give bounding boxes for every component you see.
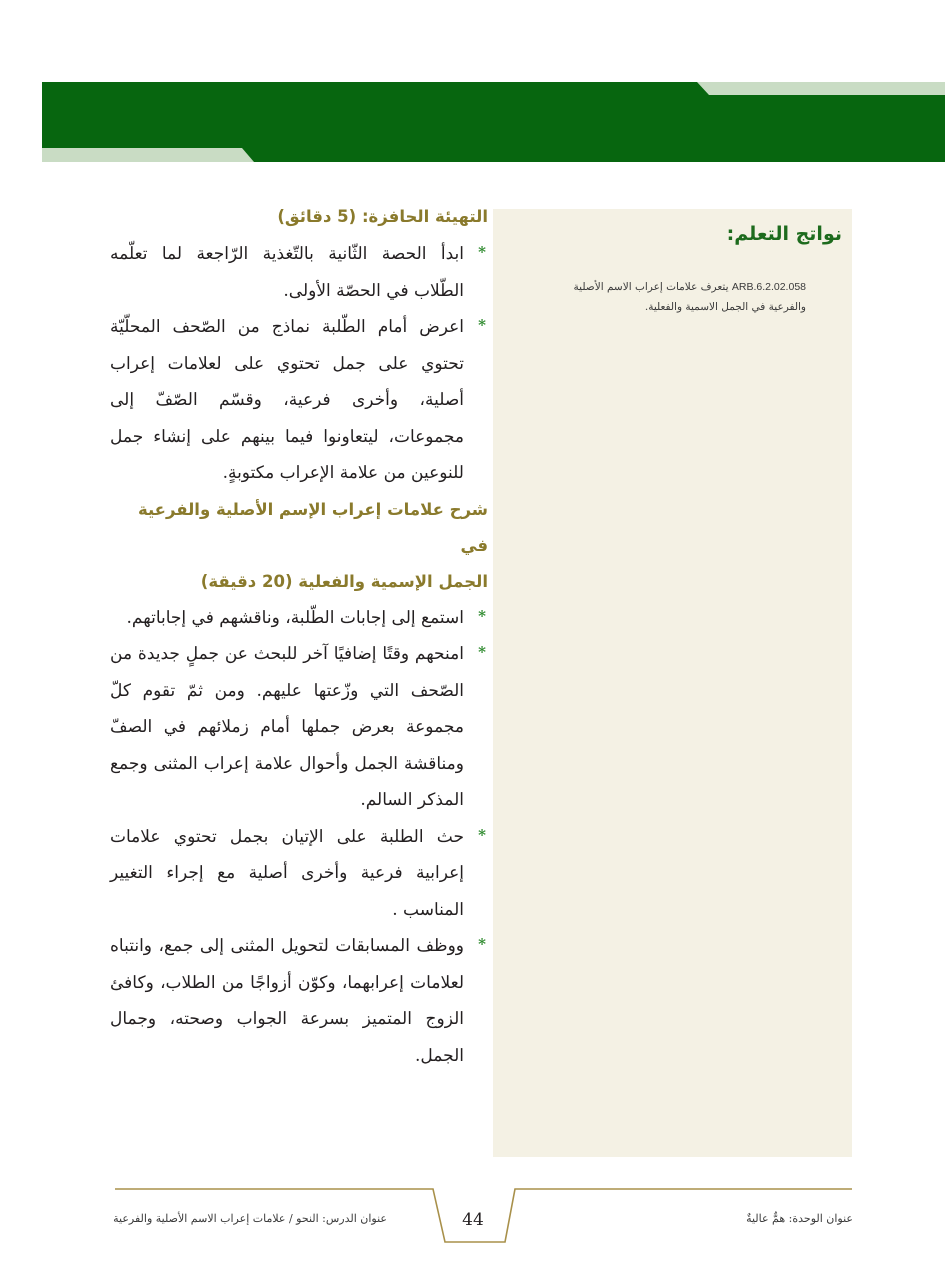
list-item-text: ووظف المسابقات لتحويل المثنى إلى جمع، وانتباه لعلامات إعرابهما، وكوّن أزواجًا من الطلاب، وكافئ الزوج المتميز بسرعة الجواب وصحته، وجمال الجمل.: [110, 936, 464, 1066]
page-number: 44: [462, 1210, 484, 1230]
warmup-list: [110, 236, 488, 492]
explanation-heading: [110, 492, 488, 600]
unit-title: عنوان الوحدة: همٌّ عاليةٌ: [746, 1212, 853, 1225]
learning-outcomes-title: نواتج التعلم:: [726, 223, 842, 245]
bullet-star-icon: *: [478, 243, 486, 261]
warmup-heading: التهيئة الحافزة: (5 دقائق): [277, 207, 488, 226]
list-item-text: استمع إلى إجابات الطّلبة، وناقشهم في إجاباتهم.: [126, 607, 464, 628]
list-item: [110, 928, 488, 1074]
page-footer: [0, 1180, 945, 1276]
lesson-title: عنوان الدرس: النحو / علامات إعراب الاسم الأصلية والفرعية: [113, 1212, 387, 1225]
explanation-list: [110, 600, 488, 1075]
main-content: [110, 198, 488, 1074]
explanation-heading-line2: الجمل الإسمية والفعلية (20 دقيقة): [200, 571, 488, 591]
bullet-star-icon: *: [478, 935, 486, 953]
header-band: [42, 82, 945, 162]
learning-outcome: [536, 277, 806, 317]
list-item: [110, 819, 488, 929]
list-item: [110, 309, 488, 492]
list-item: [110, 600, 488, 637]
bullet-star-icon: *: [478, 643, 486, 661]
list-item: [110, 236, 488, 309]
list-item-text: ابدأ الحصة الثّانية بالتّغذية الرّاجعة لما تعلّمه الطّلاب في الحصّة الأولى.: [110, 244, 464, 301]
explanation-heading-line1: شرح علامات إعراب الإسم الأصلية والفرعية في: [137, 499, 488, 555]
list-item: [110, 636, 488, 819]
learning-outcomes-panel: [493, 209, 852, 1157]
list-item-text: اعرض أمام الطّلبة نماذج من الصّحف المحلّيّة تحتوي على جمل تحتوي على لعلامات إعراب أصلية، وأخرى فرعية، وقسّم الصّفّ إلى مجموعات، ليتعاونوا فيما بينهم على إنشاء جمل للنوعين من علامة الإعراب مكتوبةٍ.: [110, 317, 464, 483]
list-item-text: حث الطلبة على الإتيان بجمل تحتوي علامات إعرابية فرعية وأخرى أصلية مع إجراء التغيير المناسب .: [110, 826, 464, 920]
bullet-star-icon: *: [478, 606, 486, 625]
header-band-light-top: [697, 82, 945, 95]
bullet-star-icon: *: [478, 316, 486, 334]
header-band-light-bottom: [42, 148, 254, 162]
list-item-text: امنحهم وقتًا إضافيًا آخر للبحث عن جملٍ جديدة من الصّحف التي وزّعتها عليهم. ومن ثمّ تقوم كلّ مجموعة بعرض جملها أمام زملائهم في الصفّ ومناقشة الجمل وأحوال علامة إعراب المثنى وجمع المذكر السالم.: [110, 644, 464, 810]
bullet-star-icon: *: [478, 825, 486, 844]
outcome-text: يتعرف علامات إعراب الاسم الأصلية والفرعية في الجمل الاسمية والفعلية.: [573, 281, 806, 313]
outcome-code: ARB.6.2.02.058: [731, 281, 806, 293]
